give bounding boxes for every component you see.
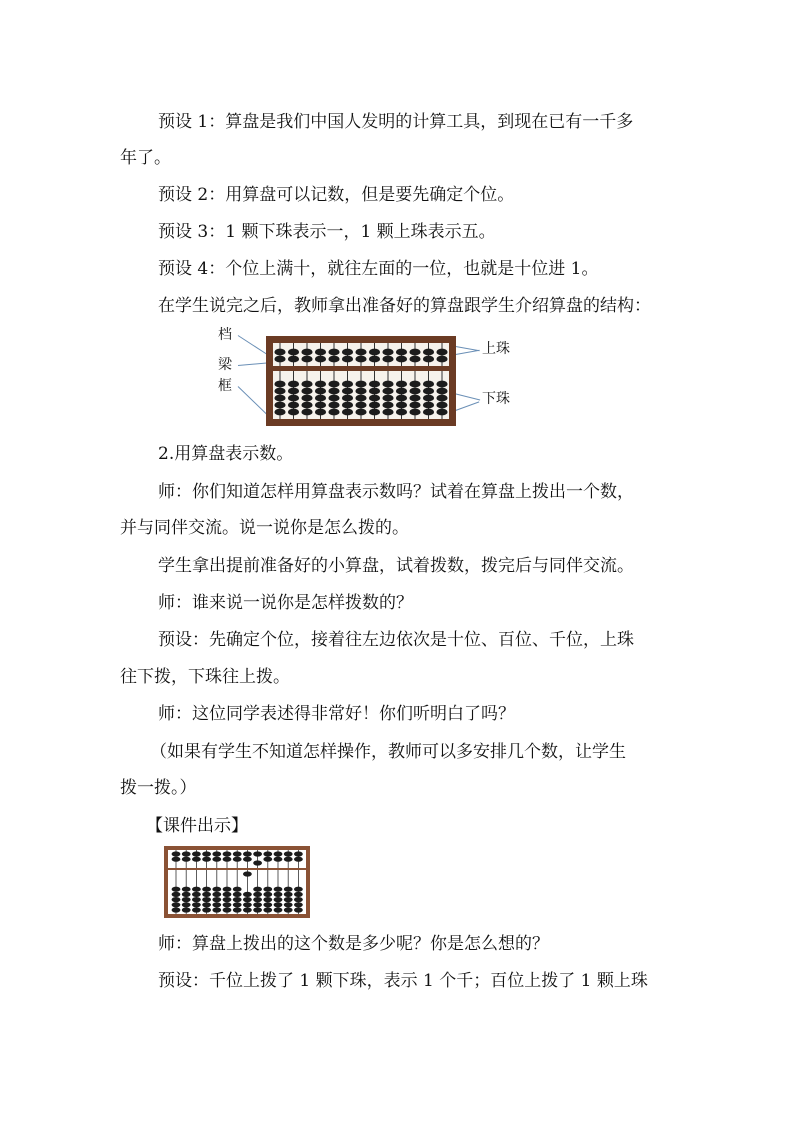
label-beam: 梁 (218, 357, 232, 373)
lower-bead (284, 907, 293, 912)
lower-bead (274, 409, 285, 416)
lower-bead (342, 409, 353, 416)
upper-bead (223, 851, 232, 856)
lower-bead (423, 402, 434, 409)
upper-bead (294, 851, 303, 856)
lower-bead (253, 907, 262, 912)
lower-bead (274, 897, 283, 902)
lower-bead (284, 887, 293, 892)
lower-bead (294, 887, 303, 892)
lower-bead (284, 892, 293, 897)
upper-bead (436, 356, 447, 363)
lower-bead (202, 907, 211, 912)
lower-bead (315, 409, 326, 416)
upper-bead (423, 349, 434, 356)
upper-bead (263, 857, 272, 862)
lower-bead (355, 388, 366, 395)
lower-bead (294, 892, 303, 897)
courseware-abacus-beam (168, 868, 306, 870)
text-line-6: 在学生说完之后，教师拿出准备好的算盘跟学生介绍算盘的结构： (158, 296, 651, 316)
upper-bead (274, 857, 283, 862)
courseware-abacus (164, 846, 310, 918)
lower-bead (342, 395, 353, 402)
upper-bead (436, 349, 447, 356)
lower-bead (436, 381, 447, 388)
lower-bead (436, 395, 447, 402)
abacus-structure-diagram (200, 320, 530, 430)
lower-bead (328, 402, 339, 409)
lower-bead (243, 902, 252, 907)
lower-bead (342, 388, 353, 395)
lower-bead (423, 395, 434, 402)
upper-bead (315, 356, 326, 363)
lower-bead (192, 892, 201, 897)
lower-bead (253, 897, 262, 902)
upper-bead (192, 851, 201, 856)
lower-bead (284, 902, 293, 907)
upper-bead (202, 857, 211, 862)
lower-bead (294, 897, 303, 902)
lower-bead (355, 409, 366, 416)
label-frame: 框 (218, 378, 232, 394)
upper-bead (243, 851, 252, 856)
lower-bead (202, 892, 211, 897)
lower-bead (192, 887, 201, 892)
lower-bead (172, 902, 181, 907)
lower-bead (284, 897, 293, 902)
lower-bead (233, 892, 242, 897)
lower-bead (409, 409, 420, 416)
lower-bead (274, 902, 283, 907)
lower-bead (423, 388, 434, 395)
upper-bead (274, 349, 285, 356)
lower-bead (423, 409, 434, 416)
text-line-1: 预设 1：算盘是我们中国人发明的计算工具，到现在已有一千多 (158, 112, 634, 132)
lower-bead (212, 907, 221, 912)
upper-bead (288, 349, 299, 356)
text-line-7: 2.用算盘表示数。 (158, 444, 294, 464)
upper-bead (284, 857, 293, 862)
lower-bead (182, 892, 191, 897)
lower-bead (301, 395, 312, 402)
upper-bead (301, 349, 312, 356)
upper-bead (315, 349, 326, 356)
lower-bead (342, 381, 353, 388)
upper-bead (382, 349, 393, 356)
lower-bead (369, 402, 380, 409)
text-line-13: 往下拨，下珠往上拨。 (120, 667, 290, 687)
lower-bead (233, 902, 242, 907)
lower-bead (409, 402, 420, 409)
upper-bead (396, 356, 407, 363)
lower-bead (243, 897, 252, 902)
abacus-beam (273, 366, 449, 371)
lower-bead (396, 381, 407, 388)
lower-bead (223, 902, 232, 907)
lower-bead (274, 381, 285, 388)
lower-bead (223, 892, 232, 897)
lower-bead (294, 902, 303, 907)
lower-bead (328, 395, 339, 402)
upper-bead (369, 356, 380, 363)
upper-bead (233, 857, 242, 862)
lower-bead (301, 409, 312, 416)
lower-bead (172, 892, 181, 897)
upper-bead (202, 851, 211, 856)
upper-bead (182, 851, 191, 856)
text-line-5: 预设 4：个位上满十，就往左面的一位，也就是十位进 1。 (158, 259, 599, 279)
lower-bead (212, 897, 221, 902)
upper-bead (263, 851, 272, 856)
lower-bead (274, 395, 285, 402)
lower-bead (212, 887, 221, 892)
upper-bead (355, 356, 366, 363)
lower-bead (288, 409, 299, 416)
lower-bead (233, 897, 242, 902)
lower-bead (172, 887, 181, 892)
text-line-9: 并与同伴交流。说一说你是怎么拨的。 (120, 518, 409, 538)
upper-bead (342, 356, 353, 363)
upper-bead (369, 349, 380, 356)
lower-bead (274, 402, 285, 409)
upper-bead (223, 857, 232, 862)
lower-bead (382, 395, 393, 402)
lower-bead (192, 902, 201, 907)
upper-bead (409, 349, 420, 356)
upper-bead (182, 857, 191, 862)
lower-bead (223, 897, 232, 902)
lower-bead (182, 887, 191, 892)
lower-bead (182, 897, 191, 902)
text-line-2: 年了。 (120, 148, 171, 168)
lower-bead (202, 902, 211, 907)
lower-bead (301, 388, 312, 395)
upper-bead (274, 356, 285, 363)
lower-bead (369, 395, 380, 402)
lower-bead (369, 409, 380, 416)
upper-bead (284, 851, 293, 856)
text-line-15: （如果有学生不知道怎样操作，教师可以多安排几个数，让学生 (150, 742, 626, 762)
lower-bead (274, 388, 285, 395)
lower-bead (274, 907, 283, 912)
lower-bead (396, 395, 407, 402)
lower-bead (172, 907, 181, 912)
lower-bead (288, 381, 299, 388)
lower-bead (253, 902, 262, 907)
text-line-4: 预设 3：1 颗下珠表示一，1 颗上珠表示五。 (158, 222, 496, 242)
lower-bead (182, 907, 191, 912)
lower-bead (182, 902, 191, 907)
lower-bead (274, 892, 283, 897)
lower-bead (382, 381, 393, 388)
lower-bead (436, 409, 447, 416)
text-line-10: 学生拿出提前准备好的小算盘，试着拨数，拨完后与同伴交流。 (158, 556, 634, 576)
lower-bead (342, 402, 353, 409)
lower-bead (233, 907, 242, 912)
upper-bead (355, 349, 366, 356)
upper-bead (212, 857, 221, 862)
upper-bead (192, 857, 201, 862)
lower-bead (328, 409, 339, 416)
lower-bead (355, 395, 366, 402)
lower-bead (274, 887, 283, 892)
lower-bead (288, 388, 299, 395)
text-line-11: 师：谁来说一说你是怎样拨数的？ (158, 593, 413, 613)
upper-bead (301, 356, 312, 363)
upper-bead (396, 349, 407, 356)
text-line-8: 师：你们知道怎样用算盘表示数吗？试着在算盘上拨出一个数， (158, 482, 634, 502)
upper-bead (382, 356, 393, 363)
upper-bead (294, 857, 303, 862)
label-rod: 档 (218, 327, 232, 343)
upper-bead (342, 349, 353, 356)
upper-bead (212, 851, 221, 856)
lower-bead (288, 402, 299, 409)
upper-bead (253, 851, 262, 856)
lower-bead (369, 388, 380, 395)
upper-bead (243, 857, 252, 862)
lower-bead (409, 395, 420, 402)
label-upper-beads: 上珠 (482, 341, 510, 357)
leader-rod (238, 335, 267, 354)
upper-bead (274, 851, 283, 856)
lower-bead (436, 402, 447, 409)
upper-bead (172, 857, 181, 862)
upper-bead (328, 356, 339, 363)
text-line-18: 师：算盘上拨出的这个数是多少呢？你是怎么想的？ (158, 934, 549, 954)
counted-upper-bead (253, 860, 262, 865)
lower-bead (172, 897, 181, 902)
label-lower-beads: 下珠 (482, 391, 510, 407)
lower-bead (243, 892, 252, 897)
lower-bead (396, 409, 407, 416)
text-line-12: 预设：先确定个位，接着往左边依次是十位、百位、千位，上珠 (158, 630, 634, 650)
lower-bead (423, 381, 434, 388)
text-line-14: 师：这位同学表述得非常好！你们听明白了吗？ (158, 704, 515, 724)
text-line-19: 预设：千位上拨了 1 颗下珠，表示 1 个千；百位上拨了 1 颗上珠 (158, 971, 648, 991)
lower-bead (315, 388, 326, 395)
lower-bead (192, 907, 201, 912)
lower-bead (315, 402, 326, 409)
lower-bead (263, 897, 272, 902)
lower-bead (253, 892, 262, 897)
lower-bead (328, 388, 339, 395)
lower-bead (253, 887, 262, 892)
lower-bead (436, 388, 447, 395)
upper-bead (172, 851, 181, 856)
lower-bead (202, 887, 211, 892)
lower-bead (355, 402, 366, 409)
lower-bead (301, 381, 312, 388)
upper-bead (233, 851, 242, 856)
lower-bead (301, 402, 312, 409)
lower-bead (223, 887, 232, 892)
lower-bead (396, 388, 407, 395)
lower-bead (263, 907, 272, 912)
counted-lower-bead (243, 871, 252, 876)
lower-bead (382, 409, 393, 416)
lower-bead (409, 381, 420, 388)
lower-bead (355, 381, 366, 388)
lower-bead (233, 887, 242, 892)
lower-bead (212, 902, 221, 907)
lower-bead (202, 897, 211, 902)
lower-bead (382, 388, 393, 395)
lower-bead (328, 381, 339, 388)
lower-bead (315, 395, 326, 402)
lower-bead (243, 907, 252, 912)
lower-bead (409, 388, 420, 395)
upper-bead (423, 356, 434, 363)
upper-bead (409, 356, 420, 363)
lower-bead (263, 902, 272, 907)
text-line-17: 【课件出示】 (146, 816, 248, 836)
lower-bead (315, 381, 326, 388)
text-line-16: 拨一拨。） (120, 778, 197, 798)
lower-bead (212, 892, 221, 897)
lower-bead (263, 887, 272, 892)
lower-bead (382, 402, 393, 409)
lower-bead (396, 402, 407, 409)
upper-bead (328, 349, 339, 356)
lower-bead (288, 395, 299, 402)
text-line-3: 预设 2：用算盘可以记数，但是要先确定个位。 (158, 185, 515, 205)
lower-bead (192, 897, 201, 902)
upper-bead (288, 356, 299, 363)
lower-bead (294, 907, 303, 912)
lower-bead (263, 892, 272, 897)
lower-bead (223, 907, 232, 912)
abacus-structure (266, 336, 456, 426)
lower-bead (369, 381, 380, 388)
